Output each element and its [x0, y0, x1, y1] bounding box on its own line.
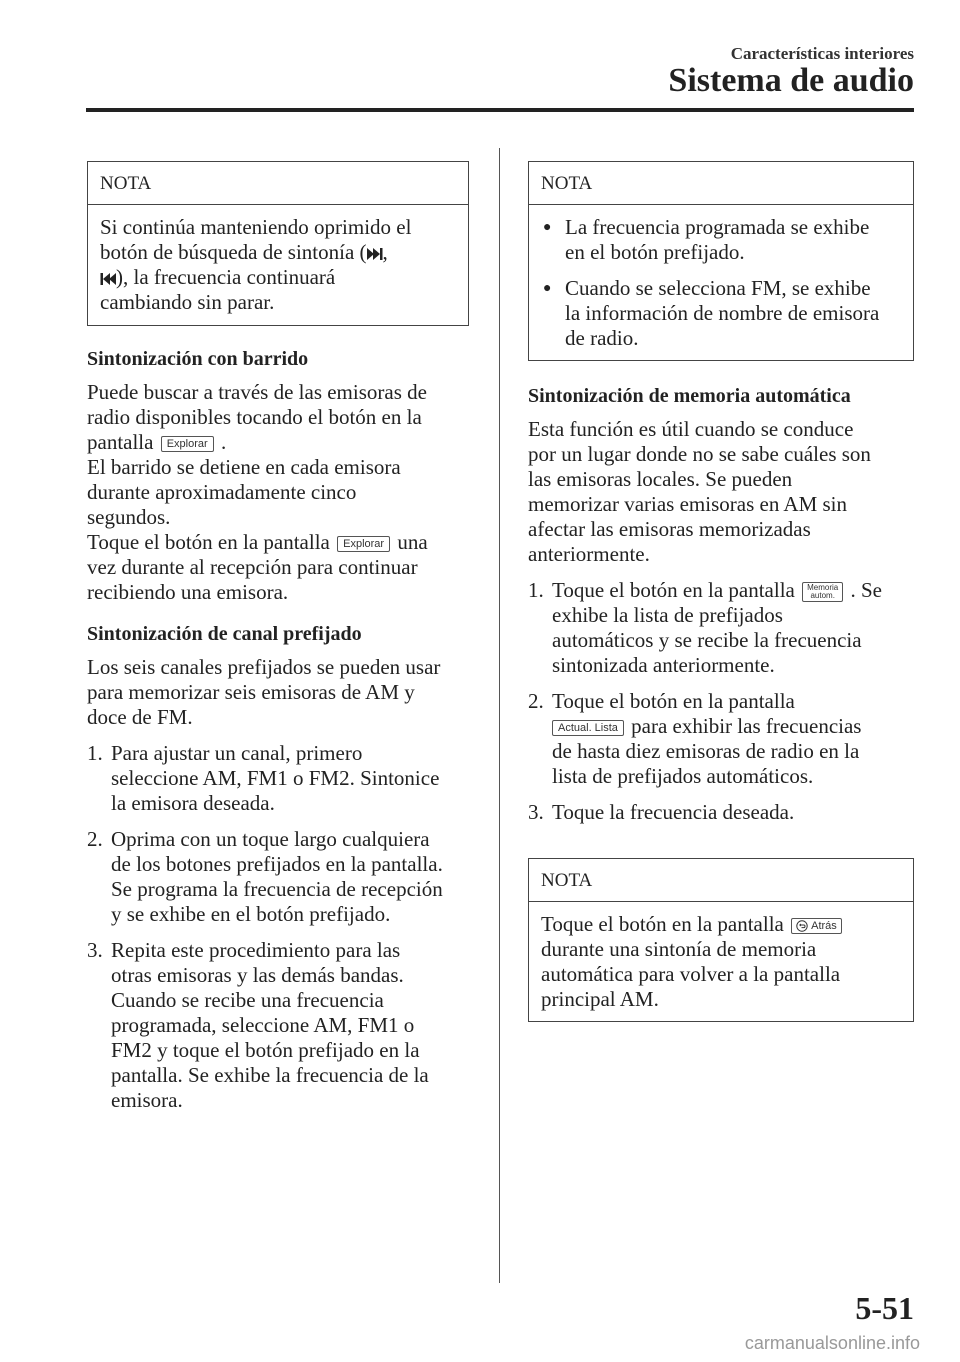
bullet-icon: ● [543, 281, 552, 296]
section-heading: Sintonización de memoria automática [528, 385, 851, 407]
note-line: principal AM. [541, 987, 659, 1011]
body-line: las emisoras locales. Se pueden [528, 467, 793, 491]
list-line: Toque la frecuencia deseada. [552, 800, 795, 824]
list-line: automáticos y se recibe la frecuencia [552, 628, 862, 652]
auto-memory-section [528, 384, 914, 825]
note-body [529, 205, 913, 361]
bullet-line: en el botón prefijado. [565, 240, 745, 264]
back-button [791, 918, 842, 934]
note-line: durante una sintonía de memoria [541, 937, 817, 961]
update-list-button: Actual. Lista [552, 720, 624, 736]
list-line: emisora. [111, 1088, 183, 1112]
note-line: cambiando sin parar. [100, 290, 275, 314]
note-line: automática para volver a la pantalla [541, 962, 841, 986]
list-line: Repita este procedimiento para las [111, 938, 401, 962]
body-line: Puede buscar a través de las emisoras de [87, 380, 427, 404]
list-line: de los botones prefijados en la pantalla. [111, 852, 443, 876]
note-line: Si continúa manteniendo oprimido el [100, 215, 412, 239]
seek-forward-icon [367, 247, 383, 261]
list-item [87, 741, 469, 816]
seek-backward-icon [100, 272, 116, 286]
note-box-back [528, 858, 914, 1022]
list-number: 1. [87, 741, 103, 765]
explore-button: Explorar [161, 436, 214, 452]
list-number: 1. [528, 578, 544, 602]
body-line: vez durante al recepción para continuar [87, 555, 418, 579]
body-line [87, 530, 469, 555]
body-line: durante aproximadamente cinco [87, 480, 357, 504]
bullet-item [541, 215, 901, 265]
body-line: para memorizar seis emisoras de AM y [87, 680, 415, 704]
note-title: NOTA [529, 859, 913, 902]
note-box-presets [528, 161, 914, 361]
list-line [552, 714, 914, 739]
list-line: FM2 y toque el botón prefijado en la [111, 1038, 420, 1062]
bullet-line: de radio. [565, 326, 639, 350]
note-text: , [382, 240, 388, 264]
note-body [529, 902, 913, 1022]
list-line: de hasta diez emisoras de radio en la [552, 739, 860, 763]
section-heading: Sintonización de canal prefijado [87, 623, 362, 645]
header-rule [86, 108, 914, 112]
note-title: NOTA [88, 162, 468, 205]
body-text: para exhibir las frecuencias [631, 714, 862, 738]
list-line [552, 578, 914, 603]
list-line: pantalla. Se exhibe la frecuencia de la [111, 1063, 429, 1087]
note-text: botón de búsqueda de sintonía ( [100, 240, 367, 264]
bullet-item [541, 276, 901, 351]
list-line: otras emisoras y las demás bandas. [111, 963, 404, 987]
list-number: 3. [528, 800, 544, 824]
button-label-top: Memoria [807, 583, 839, 593]
body-text: . [220, 430, 227, 454]
bullet-line: la información de nombre de emisora [565, 301, 880, 325]
explore-button: Explorar [337, 536, 390, 552]
body-text: . Se [850, 578, 882, 602]
body-text: una [397, 530, 428, 554]
list-item [87, 827, 469, 927]
section-heading: Sintonización con barrido [87, 348, 309, 370]
back-arrow-icon [796, 920, 808, 932]
list-number: 3. [87, 938, 103, 962]
list-item [528, 689, 914, 789]
note-text: Toque el botón en la pantalla [541, 912, 784, 936]
body-text: Toque el botón en la pantalla [552, 578, 795, 602]
list-line: exhibe la lista de prefijados [552, 603, 783, 627]
list-line: Oprima con un toque largo cualquiera [111, 827, 430, 851]
list-line: y se exhibe en el botón prefijado. [111, 902, 391, 926]
list-line: seleccione AM, FM1 o FM2. Sintonice [111, 766, 440, 790]
note-line [100, 265, 456, 290]
preset-section [87, 622, 469, 1113]
column-divider [499, 148, 500, 1283]
body-line: Esta función es útil cuando se conduce [528, 417, 854, 441]
list-line: Cuando se recibe una frecuencia [111, 988, 384, 1012]
page-number: 5-51 [855, 1290, 914, 1326]
list-item [87, 938, 469, 1113]
list-line: sintonizada anteriormente. [552, 653, 775, 677]
note-box-seek [87, 161, 469, 326]
body-line: segundos. [87, 505, 171, 529]
bullet-icon: ● [543, 220, 552, 235]
watermark: carmanualsonline.info [744, 1333, 920, 1353]
body-line [87, 430, 469, 455]
bullet-line: La frecuencia programada se exhibe [565, 215, 870, 239]
body-line: recibiendo una emisora. [87, 580, 289, 604]
back-button-label: Atrás [811, 920, 837, 933]
list-item [528, 578, 914, 678]
list-line: programada, seleccione AM, FM1 o [111, 1013, 415, 1037]
list-item [528, 800, 914, 825]
bullet-line: Cuando se selecciona FM, se exhibe [565, 276, 871, 300]
body-line: memorizar varias emisoras en AM sin [528, 492, 847, 516]
body-line: afectar las emisoras memorizadas [528, 517, 811, 541]
memory-auto-button [802, 582, 843, 602]
list-line: Se programa la frecuencia de recepción [111, 877, 443, 901]
body-line: El barrido se detiene en cada emisora [87, 455, 401, 479]
body-line: doce de FM. [87, 705, 193, 729]
list-line: Para ajustar un canal, primero [111, 741, 363, 765]
section-label: Características interiores [730, 44, 914, 63]
body-line: por un lugar donde no se sabe cuáles son [528, 442, 871, 466]
note-line [100, 240, 456, 265]
page-title: Sistema de audio [668, 62, 914, 99]
list-line: lista de prefijados automáticos. [552, 764, 814, 788]
body-line: radio disponibles tocando el botón en la [87, 405, 422, 429]
body-text: Toque el botón en la pantalla [87, 530, 330, 554]
list-number: 2. [528, 689, 544, 713]
list-line: la emisora deseada. [111, 791, 275, 815]
note-title: NOTA [529, 162, 913, 205]
note-line [541, 912, 901, 937]
note-text: ), la frecuencia continuará [116, 265, 336, 289]
list-line: Toque el botón en la pantalla [552, 689, 795, 713]
note-body [88, 205, 468, 325]
body-line: anteriormente. [528, 542, 650, 566]
list-number: 2. [87, 827, 103, 851]
scan-section [87, 347, 469, 605]
body-line: Los seis canales prefijados se pueden usar [87, 655, 441, 679]
body-text: pantalla [87, 430, 154, 454]
button-label-bottom: autom. [810, 591, 835, 601]
